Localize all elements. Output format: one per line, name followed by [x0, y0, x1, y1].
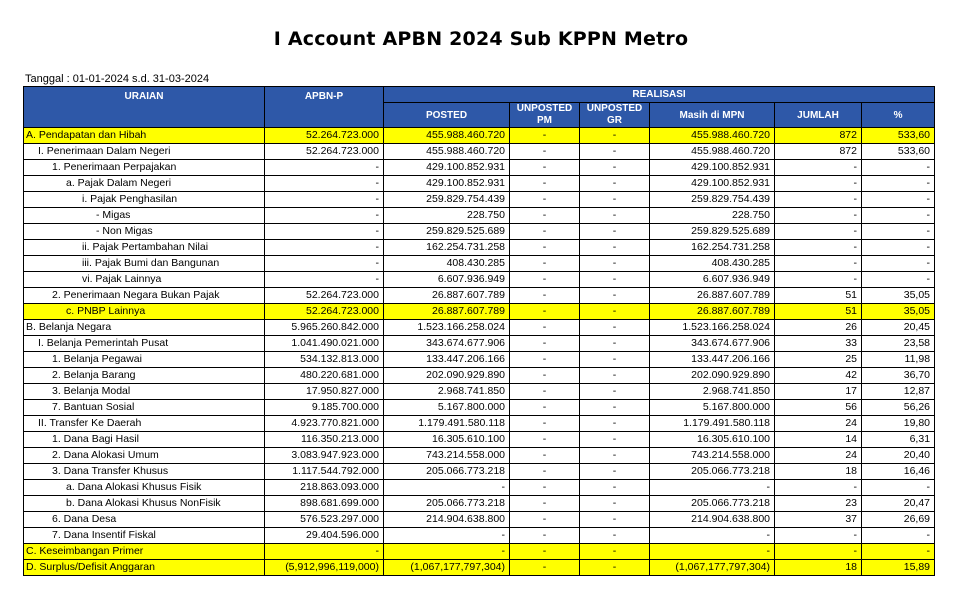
cell-posted: - [384, 528, 510, 544]
cell-unposted-gr: - [580, 496, 650, 512]
cell-masih-mpn: - [650, 544, 775, 560]
cell-unposted-gr: - [580, 160, 650, 176]
cell-masih-mpn: 743.214.558.000 [650, 448, 775, 464]
cell-apbn: 52.264.723.000 [265, 144, 384, 160]
table-row [24, 384, 935, 400]
cell-masih-mpn: - [650, 528, 775, 544]
cell-unposted-pm: - [510, 448, 580, 464]
cell-jumlah: 26 [775, 320, 862, 336]
cell-unposted-gr: - [580, 240, 650, 256]
table-row [24, 448, 935, 464]
cell-jumlah: 14 [775, 432, 862, 448]
cell-posted: - [384, 480, 510, 496]
cell-uraian: vi. Pajak Lainnya [24, 272, 265, 288]
cell-percent: - [862, 224, 935, 240]
header-masih-mpn: Masih di MPN [650, 103, 775, 128]
cell-jumlah: - [775, 192, 862, 208]
cell-apbn: - [265, 272, 384, 288]
cell-masih-mpn: 162.254.731.258 [650, 240, 775, 256]
cell-posted: 259.829.754.439 [384, 192, 510, 208]
cell-apbn: - [265, 240, 384, 256]
cell-posted: 228.750 [384, 208, 510, 224]
table-row [24, 400, 935, 416]
cell-percent: - [862, 480, 935, 496]
table-row [24, 560, 935, 576]
cell-uraian: - Non Migas [24, 224, 265, 240]
cell-masih-mpn: 408.430.285 [650, 256, 775, 272]
cell-unposted-gr: - [580, 192, 650, 208]
cell-unposted-pm: - [510, 368, 580, 384]
cell-apbn: - [265, 160, 384, 176]
cell-apbn: 4.923.770.821.000 [265, 416, 384, 432]
cell-posted: 259.829.525.689 [384, 224, 510, 240]
cell-percent: 26,69 [862, 512, 935, 528]
cell-unposted-gr: - [580, 544, 650, 560]
cell-unposted-gr: - [580, 256, 650, 272]
cell-apbn: - [265, 224, 384, 240]
cell-unposted-pm: - [510, 144, 580, 160]
cell-apbn: 898.681.699.000 [265, 496, 384, 512]
header-unposted-gr [580, 103, 650, 128]
cell-uraian: II. Transfer Ke Daerah [24, 416, 265, 432]
cell-percent: - [862, 176, 935, 192]
cell-apbn: 52.264.723.000 [265, 288, 384, 304]
cell-masih-mpn: 2.968.741.850 [650, 384, 775, 400]
cell-uraian: c. PNBP Lainnya [24, 304, 265, 320]
cell-apbn: 9.185.700.000 [265, 400, 384, 416]
table-body [24, 128, 935, 576]
header-unposted-gr-line2: GR [607, 115, 622, 126]
cell-masih-mpn: 6.607.936.949 [650, 272, 775, 288]
date-range-label: Tanggal : 01-01-2024 s.d. 31-03-2024 [25, 73, 210, 85]
table-row [24, 208, 935, 224]
cell-posted: 26.887.607.789 [384, 304, 510, 320]
cell-jumlah: 18 [775, 560, 862, 576]
cell-apbn: 52.264.723.000 [265, 128, 384, 144]
cell-uraian: B. Belanja Negara [24, 320, 265, 336]
cell-unposted-pm: - [510, 224, 580, 240]
cell-unposted-pm: - [510, 496, 580, 512]
cell-masih-mpn: 205.066.773.218 [650, 464, 775, 480]
cell-unposted-gr: - [580, 560, 650, 576]
cell-uraian: b. Dana Alokasi Khusus NonFisik [24, 496, 265, 512]
table-row [24, 480, 935, 496]
cell-apbn: 480.220.681.000 [265, 368, 384, 384]
cell-unposted-gr: - [580, 304, 650, 320]
cell-unposted-gr: - [580, 432, 650, 448]
table-row [24, 464, 935, 480]
cell-apbn: 576.523.297.000 [265, 512, 384, 528]
cell-apbn: 1.041.490.021.000 [265, 336, 384, 352]
header-uraian: URAIAN [24, 87, 265, 128]
table-row [24, 128, 935, 144]
table-row [24, 256, 935, 272]
table-row [24, 160, 935, 176]
cell-unposted-pm: - [510, 320, 580, 336]
cell-percent: - [862, 256, 935, 272]
cell-unposted-pm: - [510, 480, 580, 496]
cell-percent: 36,70 [862, 368, 935, 384]
cell-percent: 12,87 [862, 384, 935, 400]
cell-masih-mpn: 133.447.206.166 [650, 352, 775, 368]
header-apbn: APBN-P [265, 87, 384, 128]
cell-unposted-pm: - [510, 560, 580, 576]
cell-unposted-gr: - [580, 224, 650, 240]
cell-percent: 35,05 [862, 288, 935, 304]
cell-jumlah: 25 [775, 352, 862, 368]
cell-percent: - [862, 208, 935, 224]
cell-uraian: 1. Belanja Pegawai [24, 352, 265, 368]
cell-unposted-gr: - [580, 272, 650, 288]
cell-posted: 429.100.852.931 [384, 160, 510, 176]
cell-posted: 133.447.206.166 [384, 352, 510, 368]
table-row [24, 336, 935, 352]
cell-percent: 16,46 [862, 464, 935, 480]
cell-unposted-gr: - [580, 208, 650, 224]
cell-unposted-pm: - [510, 208, 580, 224]
cell-percent: 20,47 [862, 496, 935, 512]
cell-masih-mpn: (1,067,177,797,304) [650, 560, 775, 576]
table-row [24, 288, 935, 304]
cell-jumlah: - [775, 256, 862, 272]
cell-jumlah: - [775, 272, 862, 288]
cell-jumlah: 24 [775, 416, 862, 432]
cell-masih-mpn: 214.904.638.800 [650, 512, 775, 528]
cell-masih-mpn: 343.674.677.906 [650, 336, 775, 352]
cell-uraian: a. Dana Alokasi Khusus Fisik [24, 480, 265, 496]
cell-posted: 202.090.929.890 [384, 368, 510, 384]
cell-unposted-gr: - [580, 336, 650, 352]
cell-apbn: 3.083.947.923.000 [265, 448, 384, 464]
cell-masih-mpn: 202.090.929.890 [650, 368, 775, 384]
cell-percent: - [862, 192, 935, 208]
cell-posted: 26.887.607.789 [384, 288, 510, 304]
cell-percent: 23,58 [862, 336, 935, 352]
cell-masih-mpn: 205.066.773.218 [650, 496, 775, 512]
table-row [24, 528, 935, 544]
cell-unposted-pm: - [510, 512, 580, 528]
cell-masih-mpn: 259.829.754.439 [650, 192, 775, 208]
header-unposted-gr-line1: UNPOSTED [586, 103, 643, 114]
cell-uraian: 3. Belanja Modal [24, 384, 265, 400]
cell-unposted-pm: - [510, 400, 580, 416]
table-row [24, 544, 935, 560]
cell-jumlah: - [775, 160, 862, 176]
cell-percent: 20,45 [862, 320, 935, 336]
cell-posted: - [384, 544, 510, 560]
table-row [24, 304, 935, 320]
cell-uraian: - Migas [24, 208, 265, 224]
cell-unposted-gr: - [580, 144, 650, 160]
cell-apbn: - [265, 256, 384, 272]
cell-jumlah: 17 [775, 384, 862, 400]
cell-percent: - [862, 272, 935, 288]
cell-posted: 743.214.558.000 [384, 448, 510, 464]
cell-uraian: 2. Belanja Barang [24, 368, 265, 384]
cell-apbn: 52.264.723.000 [265, 304, 384, 320]
cell-posted: 162.254.731.258 [384, 240, 510, 256]
cell-unposted-pm: - [510, 272, 580, 288]
cell-unposted-pm: - [510, 432, 580, 448]
cell-unposted-gr: - [580, 400, 650, 416]
cell-jumlah: - [775, 224, 862, 240]
cell-apbn: 534.132.813.000 [265, 352, 384, 368]
table-row [24, 352, 935, 368]
cell-unposted-pm: - [510, 288, 580, 304]
cell-jumlah: 56 [775, 400, 862, 416]
cell-unposted-gr: - [580, 528, 650, 544]
cell-masih-mpn: 455.988.460.720 [650, 128, 775, 144]
table-row [24, 272, 935, 288]
apbn-account-table [23, 86, 935, 576]
cell-percent: - [862, 160, 935, 176]
cell-unposted-gr: - [580, 464, 650, 480]
cell-masih-mpn: 228.750 [650, 208, 775, 224]
cell-unposted-pm: - [510, 544, 580, 560]
cell-unposted-pm: - [510, 192, 580, 208]
cell-unposted-pm: - [510, 384, 580, 400]
cell-jumlah: - [775, 240, 862, 256]
page-title: I Account APBN 2024 Sub KPPN Metro [273, 28, 689, 50]
header-jumlah: JUMLAH [775, 103, 862, 128]
cell-jumlah: 872 [775, 128, 862, 144]
cell-unposted-pm: - [510, 416, 580, 432]
cell-uraian: 2. Dana Alokasi Umum [24, 448, 265, 464]
cell-percent: - [862, 528, 935, 544]
cell-posted: 1.523.166.258.024 [384, 320, 510, 336]
table-row [24, 144, 935, 160]
table-row [24, 432, 935, 448]
cell-uraian: 7. Bantuan Sosial [24, 400, 265, 416]
cell-jumlah: - [775, 208, 862, 224]
cell-unposted-pm: - [510, 176, 580, 192]
cell-uraian: I. Belanja Pemerintah Pusat [24, 336, 265, 352]
cell-jumlah: 23 [775, 496, 862, 512]
cell-percent: 20,40 [862, 448, 935, 464]
cell-apbn: 218.863.093.000 [265, 480, 384, 496]
cell-masih-mpn: 1.179.491.580.118 [650, 416, 775, 432]
cell-uraian: 3. Dana Transfer Khusus [24, 464, 265, 480]
cell-posted: 1.179.491.580.118 [384, 416, 510, 432]
cell-uraian: 6. Dana Desa [24, 512, 265, 528]
header-unposted-pm-line2: PM [537, 115, 552, 126]
table-row [24, 176, 935, 192]
cell-jumlah: 51 [775, 304, 862, 320]
cell-apbn: 29.404.596.000 [265, 528, 384, 544]
cell-masih-mpn: 429.100.852.931 [650, 160, 775, 176]
cell-posted: 2.968.741.850 [384, 384, 510, 400]
cell-masih-mpn: 455.988.460.720 [650, 144, 775, 160]
cell-jumlah: - [775, 528, 862, 544]
cell-percent: 533,60 [862, 144, 935, 160]
cell-unposted-gr: - [580, 320, 650, 336]
cell-unposted-gr: - [580, 176, 650, 192]
cell-unposted-gr: - [580, 416, 650, 432]
cell-masih-mpn: 259.829.525.689 [650, 224, 775, 240]
cell-unposted-gr: - [580, 384, 650, 400]
cell-apbn: - [265, 544, 384, 560]
header-unposted-pm-line1: UNPOSTED [516, 103, 573, 114]
cell-percent: 35,05 [862, 304, 935, 320]
cell-jumlah: 18 [775, 464, 862, 480]
cell-masih-mpn: 26.887.607.789 [650, 304, 775, 320]
cell-posted: 16.305.610.100 [384, 432, 510, 448]
cell-masih-mpn: - [650, 480, 775, 496]
cell-unposted-pm: - [510, 304, 580, 320]
cell-apbn: 5.965.260.842.000 [265, 320, 384, 336]
cell-posted: 205.066.773.218 [384, 496, 510, 512]
cell-masih-mpn: 429.100.852.931 [650, 176, 775, 192]
cell-apbn: - [265, 176, 384, 192]
cell-jumlah: 33 [775, 336, 862, 352]
cell-unposted-gr: - [580, 480, 650, 496]
table-row [24, 416, 935, 432]
cell-jumlah: - [775, 544, 862, 560]
cell-posted: 5.167.800.000 [384, 400, 510, 416]
cell-jumlah: 37 [775, 512, 862, 528]
header-posted: POSTED [384, 103, 510, 128]
cell-uraian: 2. Penerimaan Negara Bukan Pajak [24, 288, 265, 304]
header-percent: % [862, 103, 935, 128]
cell-masih-mpn: 16.305.610.100 [650, 432, 775, 448]
cell-percent: - [862, 240, 935, 256]
cell-posted: 429.100.852.931 [384, 176, 510, 192]
table-row [24, 320, 935, 336]
cell-uraian: D. Surplus/Defisit Anggaran [24, 560, 265, 576]
cell-percent: 19,80 [862, 416, 935, 432]
cell-percent: 533,60 [862, 128, 935, 144]
cell-unposted-gr: - [580, 352, 650, 368]
cell-percent: 15,89 [862, 560, 935, 576]
cell-posted: 6.607.936.949 [384, 272, 510, 288]
cell-masih-mpn: 26.887.607.789 [650, 288, 775, 304]
cell-unposted-gr: - [580, 128, 650, 144]
cell-unposted-pm: - [510, 256, 580, 272]
cell-percent: - [862, 544, 935, 560]
cell-uraian: C. Keseimbangan Primer [24, 544, 265, 560]
cell-uraian: 1. Penerimaan Perpajakan [24, 160, 265, 176]
cell-posted: 455.988.460.720 [384, 144, 510, 160]
cell-percent: 56,26 [862, 400, 935, 416]
cell-unposted-pm: - [510, 352, 580, 368]
cell-uraian: a. Pajak Dalam Negeri [24, 176, 265, 192]
cell-uraian: I. Penerimaan Dalam Negeri [24, 144, 265, 160]
cell-jumlah: - [775, 176, 862, 192]
table-row [24, 512, 935, 528]
cell-apbn: - [265, 192, 384, 208]
cell-posted: 343.674.677.906 [384, 336, 510, 352]
cell-posted: 408.430.285 [384, 256, 510, 272]
cell-jumlah: 51 [775, 288, 862, 304]
cell-unposted-gr: - [580, 288, 650, 304]
cell-posted: 455.988.460.720 [384, 128, 510, 144]
cell-unposted-pm: - [510, 128, 580, 144]
cell-unposted-pm: - [510, 240, 580, 256]
cell-uraian: 7. Dana Insentif Fiskal [24, 528, 265, 544]
table-row [24, 192, 935, 208]
cell-uraian: A. Pendapatan dan Hibah [24, 128, 265, 144]
cell-posted: (1,067,177,797,304) [384, 560, 510, 576]
cell-apbn: 116.350.213.000 [265, 432, 384, 448]
cell-jumlah: - [775, 480, 862, 496]
table-row [24, 496, 935, 512]
cell-apbn: 17.950.827.000 [265, 384, 384, 400]
cell-unposted-pm: - [510, 528, 580, 544]
cell-posted: 205.066.773.218 [384, 464, 510, 480]
cell-unposted-gr: - [580, 512, 650, 528]
cell-uraian: i. Pajak Penghasilan [24, 192, 265, 208]
cell-uraian: ii. Pajak Pertambahan Nilai [24, 240, 265, 256]
cell-unposted-gr: - [580, 368, 650, 384]
header-unposted-pm [510, 103, 580, 128]
cell-masih-mpn: 5.167.800.000 [650, 400, 775, 416]
cell-posted: 214.904.638.800 [384, 512, 510, 528]
cell-jumlah: 42 [775, 368, 862, 384]
table-row [24, 224, 935, 240]
cell-jumlah: 24 [775, 448, 862, 464]
cell-jumlah: 872 [775, 144, 862, 160]
cell-percent: 6,31 [862, 432, 935, 448]
cell-apbn: 1.117.544.792.000 [265, 464, 384, 480]
cell-unposted-pm: - [510, 464, 580, 480]
cell-uraian: 1. Dana Bagi Hasil [24, 432, 265, 448]
cell-percent: 11,98 [862, 352, 935, 368]
table-row [24, 240, 935, 256]
cell-masih-mpn: 1.523.166.258.024 [650, 320, 775, 336]
cell-uraian: iii. Pajak Bumi dan Bangunan [24, 256, 265, 272]
header-realisasi: REALISASI [384, 87, 935, 103]
table-row [24, 368, 935, 384]
cell-unposted-pm: - [510, 160, 580, 176]
cell-unposted-gr: - [580, 448, 650, 464]
cell-apbn: - [265, 208, 384, 224]
cell-unposted-pm: - [510, 336, 580, 352]
cell-apbn: (5,912,996,119,000) [265, 560, 384, 576]
